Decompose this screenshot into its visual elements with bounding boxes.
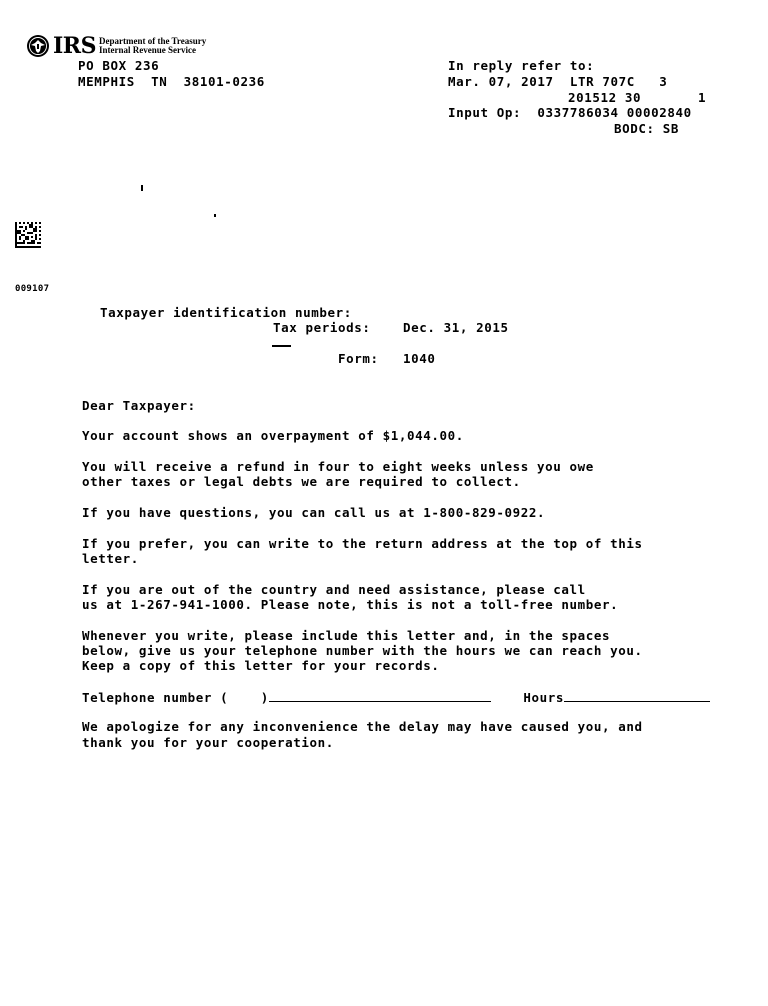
questions-paragraph: If you have questions, you can call us at 1-800-829-0922. [82, 505, 546, 520]
agency-line-2: Internal Revenue Service [98, 45, 196, 55]
letter-date-ref: Mar. 07, 2017 LTR 707C 3 [448, 74, 668, 89]
scan-speck [214, 214, 216, 217]
agency-name [99, 37, 206, 56]
international-paragraph-line-2: us at 1-267-941-1000. Please note, this is not a toll-free number. [82, 597, 619, 612]
salutation: Dear Taxpayer: [82, 398, 196, 413]
overpayment-paragraph: Your account shows an overpayment of $1,044.00. [82, 428, 464, 443]
agency-line-1: Department of the Treasury [98, 35, 207, 46]
input-op-ref: Input Op: 0337786034 00002840 [448, 105, 692, 120]
form-value: 1040 [403, 351, 436, 366]
tax-periods-label: Tax periods: [273, 320, 371, 335]
instructions-paragraph-line-3: Keep a copy of this letter for your records. [82, 658, 440, 673]
instructions-paragraph-line-1: Whenever you write, please include this letter and, in the spaces [82, 628, 611, 643]
redaction-mark [272, 345, 291, 347]
international-paragraph-line-1: If you are out of the country and need assistance, please call [82, 582, 586, 597]
instructions-paragraph-line-2: below, give us your telephone number with the hours we can reach you. [82, 643, 643, 658]
bodc-ref: BODC: SB [614, 121, 680, 136]
document-code: 009107 [15, 284, 50, 294]
write-paragraph-line-1: If you prefer, you can write to the return address at the top of this [82, 536, 643, 551]
form-label: Form: [338, 351, 379, 366]
tax-periods-value: Dec. 31, 2015 [403, 320, 509, 335]
letter-period-ref: 201512 30 1 [568, 90, 707, 105]
hours-blank[interactable] [564, 689, 710, 702]
apology-paragraph-line-2: thank you for your cooperation. [82, 735, 334, 750]
return-address-line-1: PO BOX 236 [78, 58, 160, 73]
hours-label: Hours [523, 690, 565, 705]
irs-logo [26, 34, 206, 58]
telephone-label: Telephone number ( ) [82, 690, 269, 705]
eagle-seal-icon [26, 34, 50, 58]
telephone-blank[interactable] [269, 689, 491, 702]
return-address-line-2: MEMPHIS TN 38101-0236 [78, 74, 265, 89]
contact-line [82, 689, 732, 705]
reply-refer-label: In reply refer to: [448, 58, 595, 73]
scan-speck [141, 185, 143, 191]
refund-paragraph-line-2: other taxes or legal debts we are required to collect. [82, 474, 521, 489]
write-paragraph-line-2: letter. [82, 551, 139, 566]
apology-paragraph-line-1: We apologize for any inconvenience the delay may have caused you, and [82, 719, 643, 734]
refund-paragraph-line-1: You will receive a refund in four to eight weeks unless you owe [82, 459, 594, 474]
tin-label: Taxpayer identification number: [100, 305, 352, 320]
datamatrix-barcode-icon [15, 222, 41, 248]
irs-wordmark: IRS [53, 33, 96, 59]
